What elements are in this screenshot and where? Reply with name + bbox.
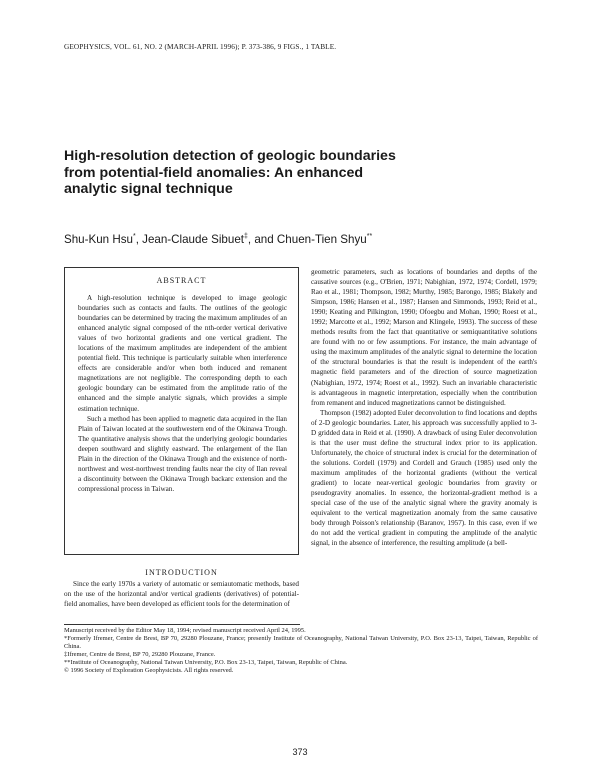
author-marker: ‡: [244, 233, 248, 241]
author-separator: ,: [135, 233, 143, 246]
journal-header: GEOPHYSICS, VOL. 61, NO. 2 (MARCH-APRIL 1996); P. 373-386, 9 FIGS., 1 TABLE.: [64, 42, 337, 51]
footnote: Manuscript received by the Editor May 18, 1994; revised manuscript received April 24, 1995.: [64, 627, 306, 634]
body-paragraph: geometric parameters, such as locations of boundaries and depths of the causative sources (e.g., O'Brien, 1971; Nabighian, 1972, 1974; Cordell, 1979; Rao et al., 1981; Thompson, 1982; Murthy, 1985; Barongo, 1985; Blakely and Simpson, 1986; Hansen et al., 1987; Hansen and Simmonds, 1993; Reid et al., 1990; Keating and Pilkington, 1990; Ofoegbu and Mohan, 1990; Roest et al., 1992; Marcotte et al., 1992; Marson and Klingele, 1993). The success of these methods results from the fact that quantitative or semiquantitative solutions are found with no or few assumptions. For instance, the main advantage of using the maximum amplitudes of the analytic signal to determine the location of the structural boundaries is that the result is independent of the earth's magnetic field parameters and of the direction of source magnetization (Nabighian, 1972, 1974; Roest et al., 1992). Such an invariable characteristic is advantageous in magnetic interpretation, especially when the contribution from remanent and induced magnetizations cannot be distinguished.: [311, 268, 537, 407]
author-name: Shu-Kun Hsu: [64, 233, 133, 246]
introduction-body: [64, 579, 299, 609]
footnote-rule: [64, 624, 300, 625]
paper-title: High-resolution detection of geologic boundaries from potential-field anomalies: An enhanced analytic signal technique: [64, 148, 396, 197]
footnotes: [64, 627, 538, 676]
author-marker: *: [132, 233, 136, 241]
abstract-paragraph: Such a method has been applied to magnetic data acquired in the Ilan Plain of Taiwan located at the southwestern end of the Okinawa Trough. The quantitative analysis shows that the underlying geologic boundaries deepen southward and slightly eastward. The enlargement of the Ilan Plain in the direction of the Okinawa Trough and the existence of north-northwest and west-northwest trending faults near the city of Ilan reveal a discontinuity between the Okinawa Trough backarc extension and the compressional process in Taiwan.: [78, 414, 287, 493]
author-name: Chuen-Tien Shyu: [276, 233, 367, 246]
abstract-body: [78, 293, 287, 494]
body-paragraph: Thompson (1982) adopted Euler deconvolution to find locations and depths of 2-D geologic boundaries. Later, his approach was successfully applied to 3-D gridded data in Reid et al. (1990). A drawback of using Euler deconvolution is that the user must define the structural index prior to its application. Unfortunately, the choice of structural index is crucial for the determination of the solutions. Cordell (1979) and Cordell and Grauch (1985) used only the maximum amplitudes of the horizontal gradients (without the vertical gradient) to locate near-vertical geologic boundaries from gravity or pseudogravity anomalies. In essence, the horizontal-gradient method is a special case of the use of the analytic signal where the gravity anomaly is equivalent to the vertical magnetization anomaly from the same causative body through Poisson's relationship (Baranov, 1957). In this case, even if we do not add the vertical gradient in computing the amplitude of the analytic signal, in the absence of interference, the resulting amplitude (a bell-: [311, 408, 537, 548]
author-separator: , and: [247, 233, 277, 246]
abstract-paragraph: A high-resolution technique is developed to image geologic boundaries such as contacts and faults. The outlines of the geologic boundaries can be determined by tracing the maximum amplitudes of an enhanced analytic signal composed of the nth-order vertical derivative values of two horizontal gradients and one vertical gradient. The locations of the maximum amplitudes are independent of the ambient potential field. This technique is particularly suitable when interference effects are considerable and/or when both induced and remanent magnetizations are not negligible. The corresponding depth to each geologic boundary can be estimated from the amplitude ratio of the enhanced and the simple analytic signals, which provides a simple estimation technique.: [78, 294, 287, 413]
page-number: 373: [292, 747, 308, 757]
introduction-heading: INTRODUCTION: [145, 568, 218, 577]
introduction-paragraph: Since the early 1970s a variety of automatic or semiautomatic methods, based on the use of the horizontal and/or vertical gradients (derivatives) of potential-field anomalies, have been developed as efficient tools for the determination of: [64, 580, 299, 609]
author-list: [64, 233, 372, 246]
footnote: © 1996 Society of Exploration Geophysicists. All rights reserved.: [64, 667, 234, 675]
footnote: **Institute of Oceanography, National Taiwan University, P.O. Box 23-13, Taipei, Taiwan, Republic of China.: [64, 659, 348, 667]
author-marker: **: [366, 233, 373, 241]
right-column: [311, 267, 537, 548]
author-name: Jean-Claude Sibuet: [142, 233, 244, 246]
footnote: *Formerly Ifremer, Centre de Brest, BP 70, 29280 Plouzane, France; presently Institute of Oceanography, National Taiwan University, P.O. Box 23-13, Taipei, Taiwan, Republic of China.: [64, 635, 538, 651]
abstract-heading: ABSTRACT: [156, 276, 207, 285]
footnote: ‡Ifremer, Centre de Brest, BP 70, 29280 Plouzane, France.: [64, 651, 216, 659]
